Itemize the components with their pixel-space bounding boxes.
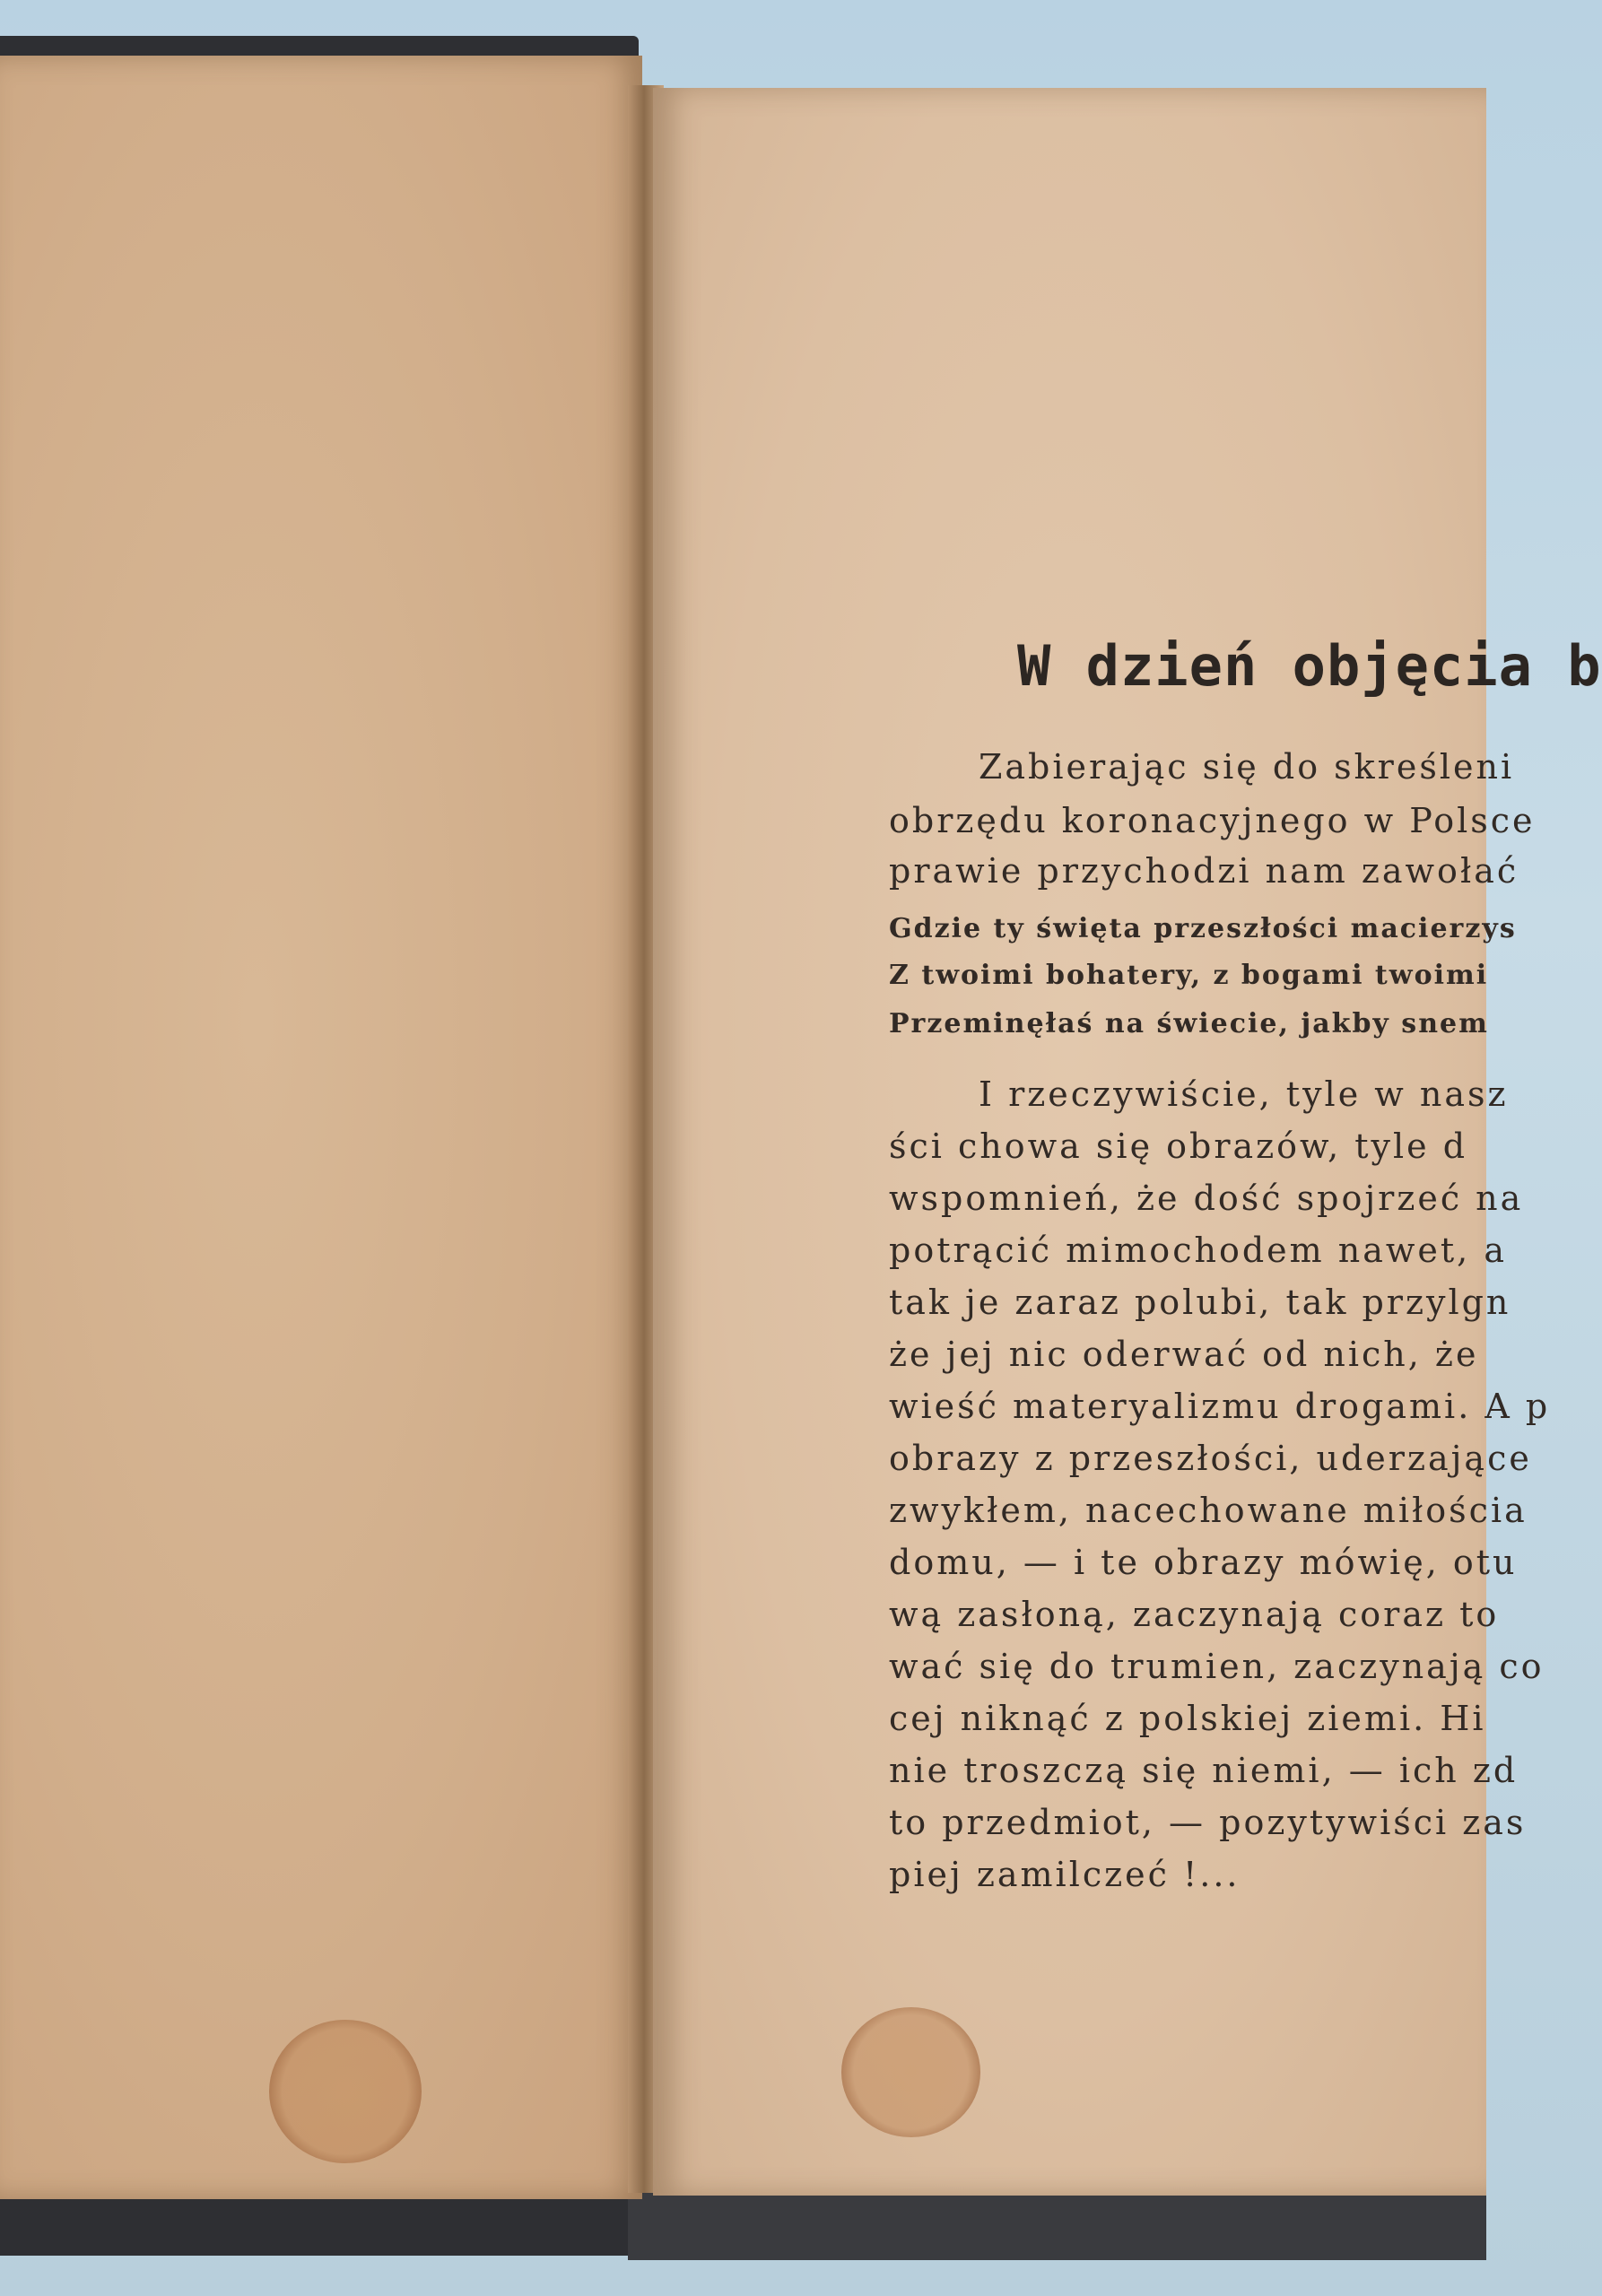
text-line: tak je zaraz polubi, tak przylgn [889, 1283, 1511, 1322]
text-line: cej niknąć z polskiej ziemi. Hi [889, 1699, 1486, 1738]
text-line: to przedmiot, — pozytywiści zas [889, 1803, 1527, 1842]
text-line: wą zasłoną, zaczynają coraz to [889, 1595, 1500, 1634]
text-line: potrącić mimochodem nawet, a [889, 1231, 1507, 1270]
verse-line: Gdzie ty święta przeszłości macierzys [889, 913, 1517, 944]
text-line: Zabierając się do skreśleni [979, 747, 1515, 787]
text-line: ści chowa się obrazów, tyle d [889, 1126, 1468, 1166]
coffee-stain [269, 2020, 422, 2163]
text-line: nie troszczą się niemi, — ich zd [889, 1751, 1519, 1790]
text-line: wać się do trumien, zaczynają co [889, 1647, 1545, 1686]
text-line: obrzędu koronacyjnego w Polsce [889, 801, 1536, 840]
text-line: piej zamilczeć !... [889, 1855, 1241, 1894]
text-line: że jej nic oderwać od nich, że [889, 1335, 1479, 1374]
left-page [0, 56, 642, 2199]
text-line: zwykłem, nacechowane miłościa [889, 1491, 1528, 1530]
right-page [653, 88, 1602, 2196]
coffee-stain [841, 2007, 980, 2137]
text-line: prawie przychodzi nam zawołać [889, 851, 1519, 891]
verse-line: Z twoimi bohatery, z bogami twoimi [889, 960, 1489, 991]
book-cover-bottom [628, 2188, 1486, 2260]
text-line: I rzeczywiście, tyle w nasz [979, 1074, 1509, 1114]
text-line: wspomnień, że dość spojrzeć na [889, 1178, 1524, 1218]
text-line: obrazy z przeszłości, uderzające [889, 1439, 1532, 1478]
verse-line: Przeminęłaś na świecie, jakby snem [889, 1008, 1489, 1039]
chapter-title: W dzień objęcia b [1017, 633, 1602, 699]
text-line: domu, — i te obrazy mówię, otu [889, 1543, 1518, 1582]
text-line: wieść materyalizmu drogami. A p [889, 1387, 1551, 1426]
